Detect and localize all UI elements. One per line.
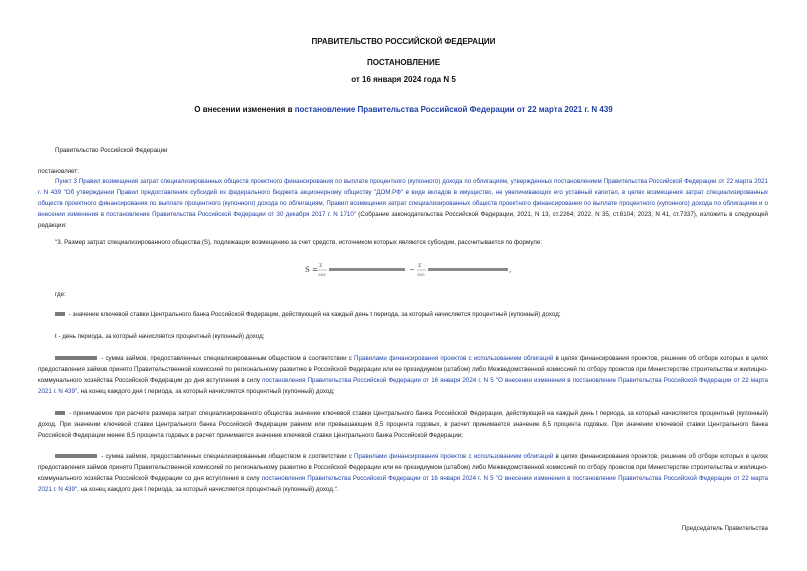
svg-text:S =: S = bbox=[305, 266, 318, 274]
formula-symbol-image bbox=[55, 356, 97, 360]
svg-text:365: 365 bbox=[318, 272, 326, 277]
government-heading: ПРАВИТЕЛЬСТВО РОССИЙСКОЙ ФЕДЕРАЦИИ bbox=[311, 37, 496, 46]
definition-3-link-1[interactable]: Правилами финансирования проектов с использованием облигаций bbox=[354, 355, 554, 362]
issuer: Правительство Российской Федерации bbox=[55, 147, 168, 154]
definition-5-text-b: в целях финансирования проектов, решение об отборе которых в целях предоставления займов принято Правительственной комиссией по региональному развитию в Российской Федерации или ее президиумом (штабом) либо Межведомственной комиссией по отбору проектов при Министерстве строительства и жилищно-коммунального хозяйства Российской Федерации со дня вступления в силу bbox=[38, 453, 768, 482]
document-title bbox=[0, 105, 807, 114]
definition-5 bbox=[38, 451, 768, 495]
formula-image bbox=[305, 258, 515, 282]
svg-text:Σ: Σ bbox=[418, 263, 422, 269]
definition-5-text-a: - сумма займов, предоставленных специализированным обществом в соответствии с bbox=[99, 453, 355, 460]
definition-5-text-c: , на конец каждого дня t периода, за который начисляется процентный (купонный) доход.". bbox=[77, 486, 339, 493]
svg-text:−: − bbox=[409, 266, 415, 274]
formula-symbol-image bbox=[55, 411, 65, 415]
paragraph-1 bbox=[38, 176, 768, 231]
definition-3-text-b: в целях финансирования проектов, решение об отборе которых в целях предоставления займов принято Правительственной комиссией по региональному развитию в Российской Федерации или ее президиумом (штабом) либо Межведомственной комиссией по отбору проектов при Министерстве строительства и жилищно-коммунального хозяйства Российской Федерации до дня вступления в силу bbox=[38, 355, 768, 384]
definition-2: t - день периода, за который начисляется процентный (купонный) доход; bbox=[55, 333, 265, 340]
definition-1-text: - значение ключевой ставки Центрального банка Российской Федерации, действующей на каждый день t периода, за который начисляется процентный (купонный) доход; bbox=[67, 311, 561, 318]
p1-text-b[interactable]: "Об утверждении Правил предоставления субсидий из федерального бюджета акционерному обществу "ДОМ.РФ" в виде вкладов в имущество, не увеличивающих его уставный капитал, в целях возмещения затрат специализированных обществ проектного финансирования по выплате процентного (купонного) дохода по облигациям, Правил возмещения затрат специализированных обществ проектного финансирования по выплате процентного (купонного) дохода по облигациям и о внесении изменения в постановление Правительства Российской Федерации от 30 декабря 2017 г. N 1710" bbox=[38, 189, 768, 218]
definition-4 bbox=[38, 408, 768, 441]
definition-1 bbox=[55, 309, 768, 320]
p1-link[interactable]: постановлением Правительства Российской Федерации от 22 марта 2021 г. N 439 bbox=[38, 178, 769, 196]
where-label: где: bbox=[55, 291, 66, 298]
date-number-heading: от 16 января 2024 года N 5 bbox=[351, 75, 456, 84]
definition-3-text-a: - сумма займов, предоставленных специализированным обществом в соответствии с bbox=[99, 355, 355, 362]
formula-symbol-image bbox=[55, 312, 65, 316]
p1-text-a: Пункт 3 Правил возмещения затрат специализированных обществ проектного финансирования по выплате процентного (купонного) дохода по облигациям, утвержденных bbox=[55, 178, 555, 185]
svg-text:,: , bbox=[509, 266, 512, 274]
definition-3 bbox=[38, 353, 768, 397]
paragraph-2: "3. Размер затрат специализированного общества (S), подлежащих возмещению за счет средств, источником которых являются субсидии, рассчитывается по формуле: bbox=[55, 239, 543, 246]
p1-text-c: (Собрание законодательства Российской Федерации, 2021, N 13, ст.2264; 2022, N 35, ст.6104; 2023, N 41, ст.7337), изложить в следующей редакции: bbox=[38, 211, 768, 229]
definition-3-text-c: , на конец каждого дня t периода, за который начисляется процентный (купонный) доход; bbox=[77, 388, 335, 395]
svg-text:365: 365 bbox=[417, 272, 425, 277]
document-type-heading: ПОСТАНОВЛЕНИЕ bbox=[366, 58, 441, 67]
definition-5-link-2[interactable]: постановления Правительства Российской Федерации от 16 января 2024 г. N 5 "О внесении изменения в постановление Правительства Российской Федерации от 22 марта 2021 г. N 439" bbox=[38, 475, 769, 493]
signature: Председатель Правительства bbox=[681, 525, 768, 532]
formula-symbol-image bbox=[55, 454, 97, 458]
definition-4-text: - принимаемое при расчете размера затрат специализированного общества значение ключевой ставки Центрального банка Российской Федерации, действующей на каждый день t периода, за который начисляется процентный (купонный) доход. При значении ключевой ставки Центрального банка Российской Федерации равном или превышающем 8,5 процента годовых, в расчет принимается значение 8,5 процента годовых. При значении ключевой ставки Центрального банка Российской Федерации менее 8,5 процента годовых в расчет принимается значение ключевой ставки Центрального банка Российской Федерации; bbox=[38, 410, 768, 439]
title-prefix: О внесении изменения в bbox=[194, 105, 295, 114]
svg-text:Σ: Σ bbox=[319, 263, 323, 269]
definition-5-link-1[interactable]: Правилами финансирования проектов с использованием облигаций bbox=[354, 453, 554, 460]
title-link[interactable]: постановление Правительства Российской Федерации от 22 марта 2021 г. N 439 bbox=[294, 105, 613, 114]
decides: постановляет: bbox=[38, 168, 79, 175]
definition-3-link-2[interactable]: постановления Правительства Российской Федерации от 16 января 2024 г. N 5 "О внесении изменения в постановление Правительства Российской Федерации от 22 марта 2021 г. N 439" bbox=[38, 377, 768, 395]
